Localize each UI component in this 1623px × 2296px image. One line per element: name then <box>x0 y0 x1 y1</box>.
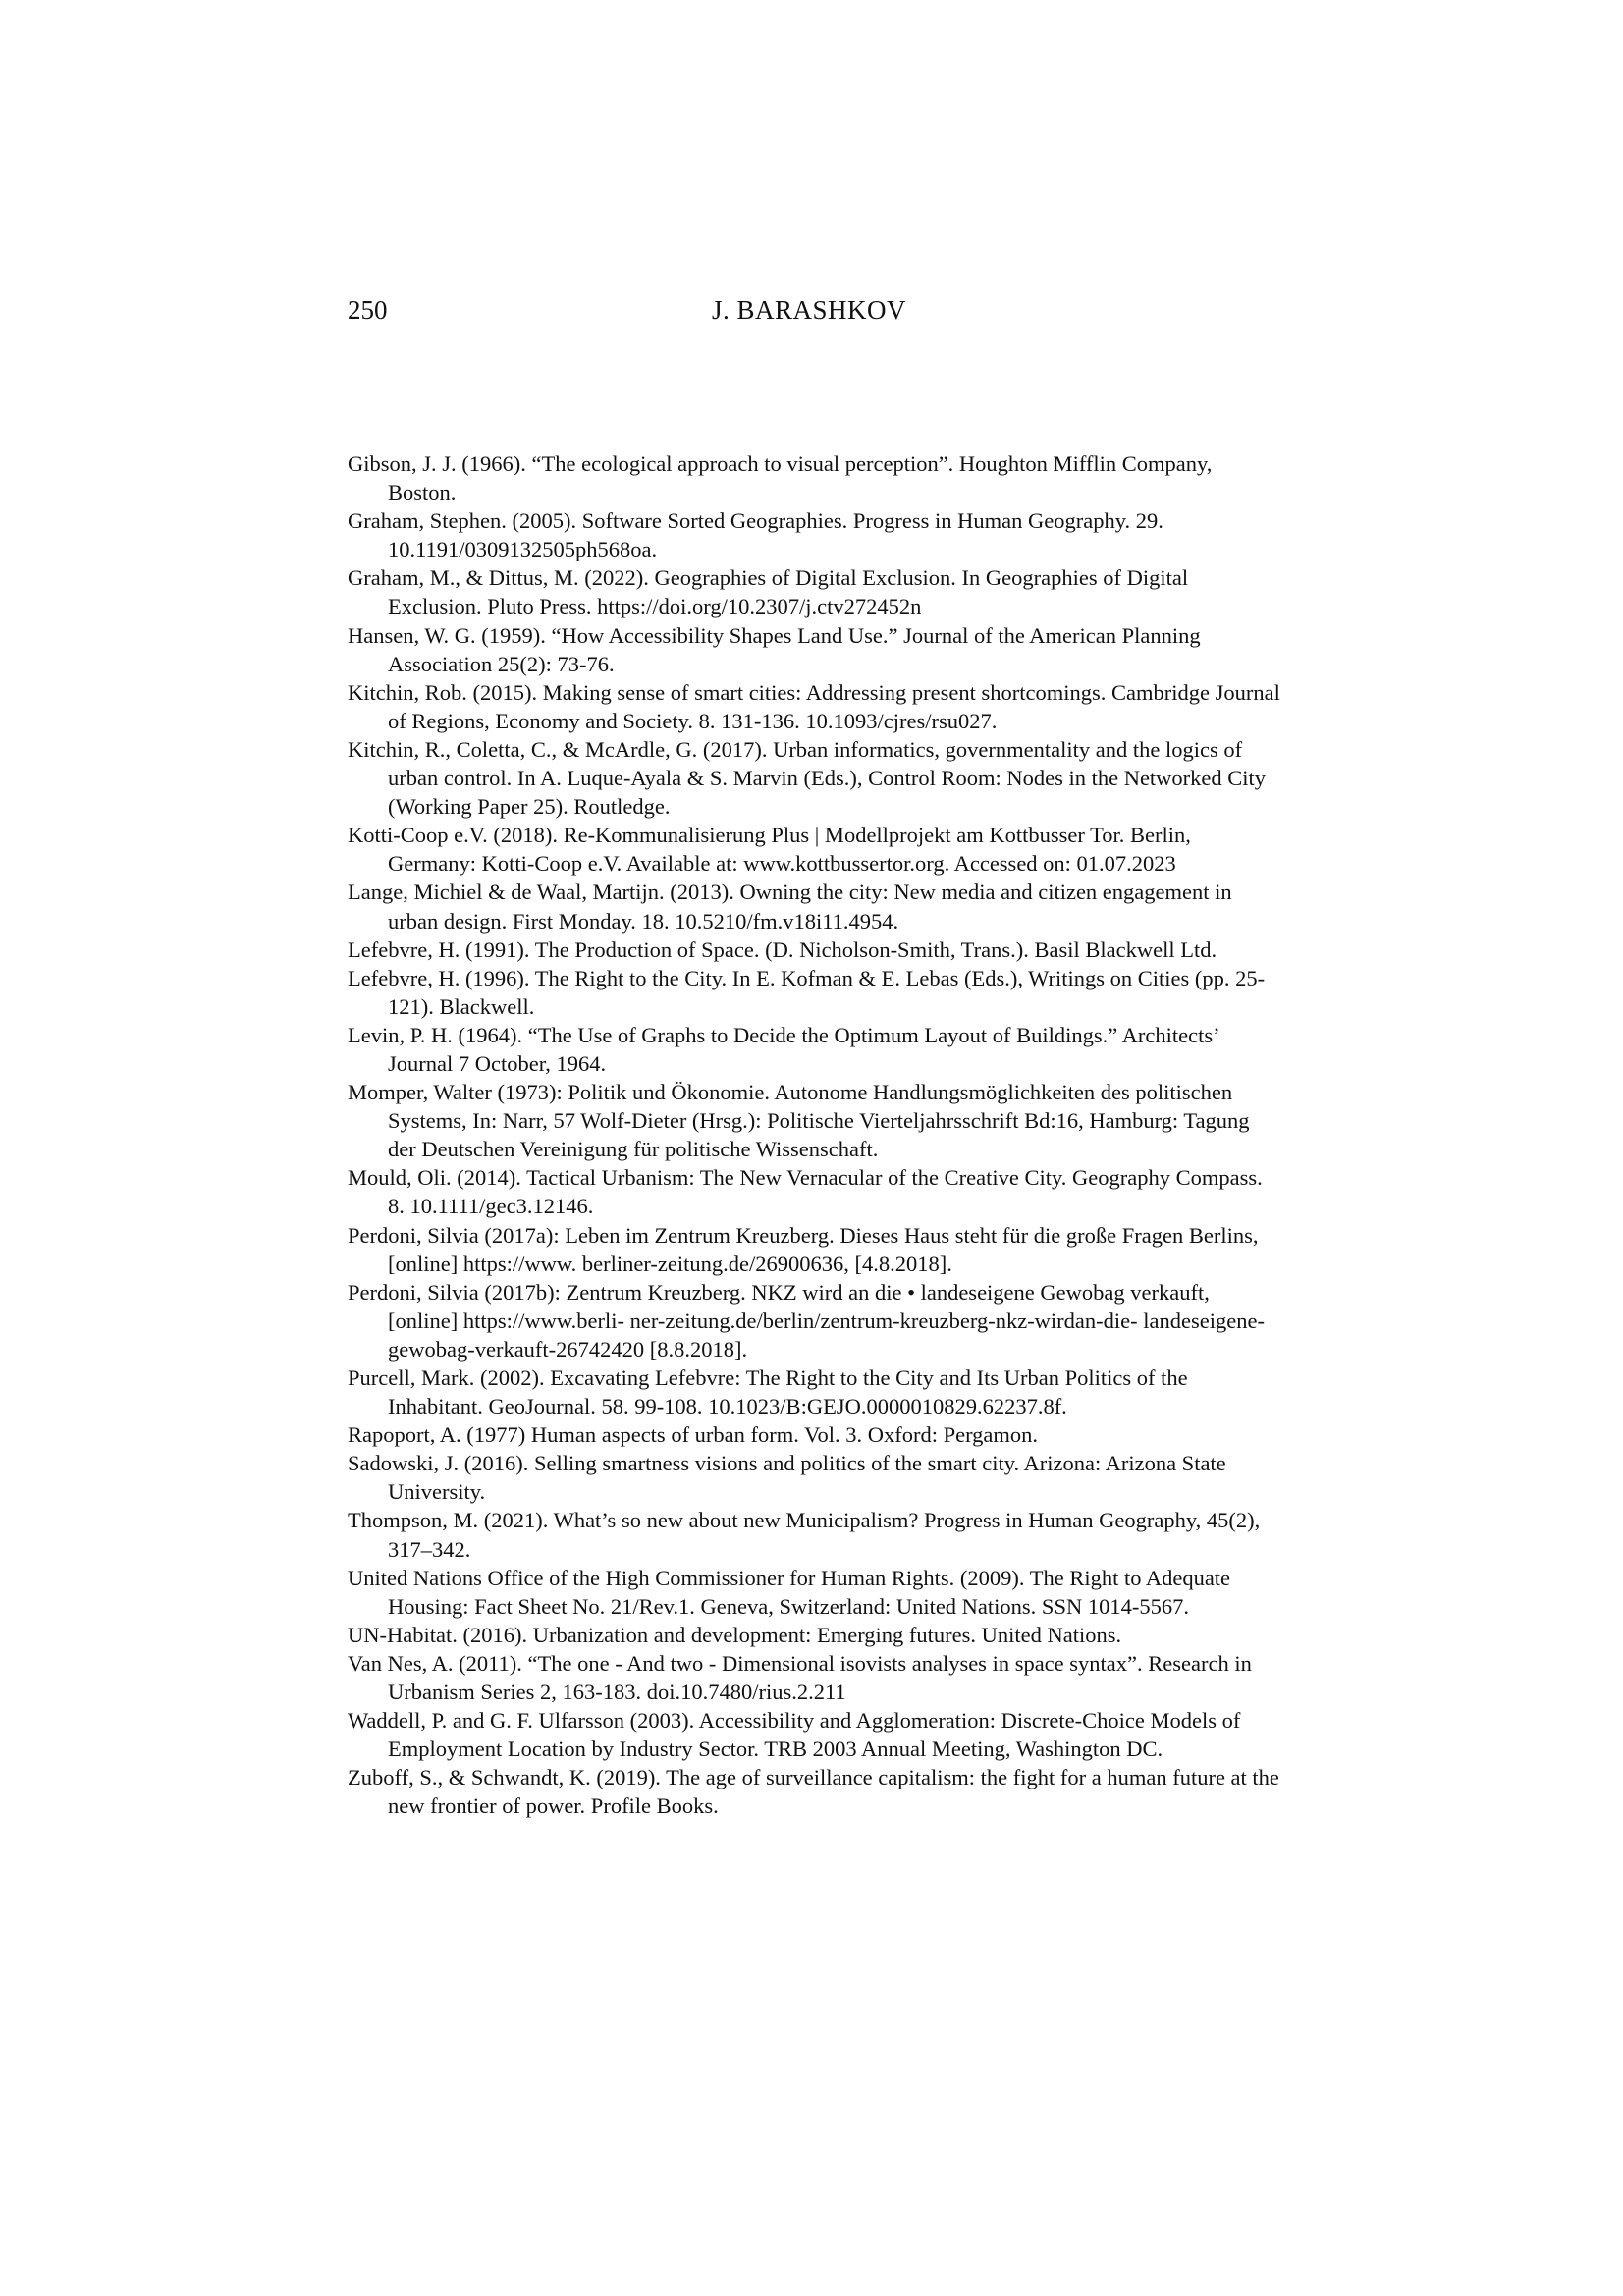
reference-entry: Rapoport, A. (1977) Human aspects of urban form. Vol. 3. Oxford: Pergamon. <box>348 1422 1039 1448</box>
reference-entry: Kotti-Coop e.V. (2018). Re-Kommunalisierung Plus | Modellprojekt am Kottbusser Tor. Berlin, Germany: Kotti-Coop e.V. Available at: www.kottbussertor.org. Accessed on: 01.07.2023 <box>348 823 1191 877</box>
reference-entry: Levin, P. H. (1964). “The Use of Graphs to Decide the Optimum Layout of Buildings.” Architects’ Journal 7 October, 1964. <box>348 1022 1218 1076</box>
reference-entry: Purcell, Mark. (2002). Excavating Lefebvre: The Right to the City and Its Urban Politics of the Inhabitant. GeoJournal. 58. 99-108. 10.1023/B:GEJO.0000010829.62237.8f. <box>348 1365 1188 1419</box>
reference-entry: Graham, M., & Dittus, M. (2022). Geographies of Digital Exclusion. In Geographies of Digital Exclusion. Pluto Press. https://doi.org/10.2307/j.ctv272452n <box>348 565 1189 619</box>
running-head-author: J. BARASHKOV <box>712 295 907 325</box>
reference-entry: Perdoni, Silvia (2017a): Leben im Zentrum Kreuzberg. Dieses Haus steht für die große Fragen Berlins, [online] https://www. berliner-zeitung.de/26900636, [4.8.2018]. <box>348 1222 1259 1276</box>
reference-entry: Lefebvre, H. (1991). The Production of Space. (D. Nicholson-Smith, Trans.). Basil Blackwell Ltd. <box>348 936 1217 962</box>
reference-entry: Kitchin, Rob. (2015). Making sense of smart cities: Addressing present shortcomings. Cambridge Journal of Regions, Economy and Society. 8. 131-136. 10.1093/cjres/rsu027. <box>348 679 1280 733</box>
reference-entry: Kitchin, R., Coletta, C., & McArdle, G. (2017). Urban informatics, governmentality and the logics of urban control. In A. Luque-Ayala & S. Marvin (Eds.), Control Room: Nodes in the Networked City (Working Paper 25). Routledge. <box>348 736 1267 820</box>
page-number: 250 <box>348 295 388 325</box>
reference-entry: Lefebvre, H. (1996). The Right to the City. In E. Kofman & E. Lebas (Eds.), Writings on Cities (pp. 25-121). Blackwell. <box>348 965 1266 1019</box>
reference-entry: Waddell, P. and G. F. Ulfarsson (2003). Accessibility and Agglomeration: Discrete-Choice Models of Employment Location by Industry Sector. TRB 2003 Annual Meeting, Washington DC. <box>348 1708 1241 1762</box>
reference-entry: Perdoni, Silvia (2017b): Zentrum Kreuzberg. NKZ wird an die • landeseigene Gewobag verkauft, [online] https://www.berli- ner-zeitung.de/berlin/zentrum-kreuzberg-nkz-wirdan-die- landeseigene-gewobag-verkauft-26742420 [8.8.2018]. <box>348 1279 1265 1362</box>
reference-entry: Mould, Oli. (2014). Tactical Urbanism: The New Vernacular of the Creative City. Geography Compass. 8. 10.1111/gec3.12146. <box>348 1165 1263 1219</box>
reference-entry: Gibson, J. J. (1966). “The ecological approach to visual perception”. Houghton Mifflin Company, Boston. <box>348 452 1213 506</box>
reference-entry: Lange, Michiel & de Waal, Martijn. (2013). Owning the city: New media and citizen engagement in urban design. First Monday. 18. 10.5210/fm.v18i11.4954. <box>348 880 1232 934</box>
reference-entry: United Nations Office of the High Commissioner for Human Rights. (2009). The Right to Adequate Housing: Fact Sheet No. 21/Rev.1. Geneva, Switzerland: United Nations. SSN 1014-5567. <box>348 1565 1231 1619</box>
reference-entry: Sadowski, J. (2016). Selling smartness visions and politics of the smart city. Arizona: Arizona State University. <box>348 1451 1226 1505</box>
page-header <box>348 291 1329 330</box>
reference-entry: Thompson, M. (2021). What’s so new about new Municipalism? Progress in Human Geography, 45(2), 317–342. <box>348 1508 1261 1562</box>
reference-entry: Hansen, W. G. (1959). “How Accessibility Shapes Land Use.” Journal of the American Planning Association 25(2): 73-76. <box>348 622 1201 676</box>
reference-entry: Zuboff, S., & Schwandt, K. (2019). The age of surveillance capitalism: the fight for a human future at the new frontier of power. Profile Books. <box>348 1765 1279 1819</box>
reference-entry: Graham, Stephen. (2005). Software Sorted Geographies. Progress in Human Geography. 29. 10.1191/0309132505ph568oa. <box>348 508 1163 562</box>
reference-entry: Van Nes, A. (2011). “The one - And two - Dimensional isovists analyses in space syntax”. Research in Urbanism Series 2, 163-183. doi.10.7480/rius.2.211 <box>348 1650 1252 1705</box>
reference-entry: Momper, Walter (1973): Politik und Ökonomie. Autonome Handlungsmöglichkeiten des politischen Systems, In: Narr, 57 Wolf-Dieter (Hrsg.): Politische Vierteljahrsschrift Bd:16, Hamburg: Tagung der Deutschen Vereinigung für politische Wissenschaft. <box>348 1080 1250 1162</box>
reference-entry: UN-Habitat. (2016). Urbanization and development: Emerging futures. United Nations. <box>348 1622 1122 1647</box>
reference-list <box>348 450 1280 1821</box>
